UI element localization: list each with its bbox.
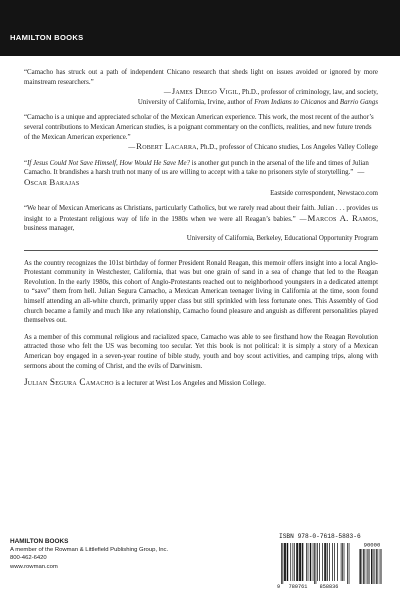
- barcode-bar: [313, 543, 314, 581]
- barcode-bar: [327, 543, 328, 581]
- barcode-bar: [325, 543, 326, 581]
- barcode-bar: [282, 543, 283, 584]
- barcode-digit: 9: [277, 584, 281, 589]
- barcode-bar: [329, 543, 330, 581]
- author-bio-text: is a lecturer at West Los Angeles and Mission College.: [113, 380, 266, 388]
- divider-rule: [24, 250, 378, 251]
- barcode-bar: [281, 543, 282, 584]
- barcode-bar: [332, 543, 333, 581]
- barcode-bar: [293, 543, 294, 581]
- header-band: [0, 0, 400, 56]
- publisher-block: [10, 538, 168, 571]
- barcode-bar: [300, 543, 301, 581]
- barcode-bar: [302, 543, 303, 581]
- endorser-affiliation: , Ph.D., professor of Chicano studies, Los Angeles Valley College: [196, 144, 378, 152]
- barcode-bar: [347, 543, 348, 584]
- endorser-role: , business manager,: [24, 215, 378, 233]
- barcode-bar: [341, 543, 342, 581]
- barcode-bar: [296, 543, 297, 581]
- description-paragraph: As a member of this communal religious and racialized space, Camacho was able to see firsthand how the Reagan Revolution attracted those who felt the US was becoming too secular. Yet this book is not political: it is simply a story of a Mexican American boy engaged in a seven-year routine of bible study, youth and boy scout activities, and camping trips, along with sermons about the coming of Christ, and the evils of Darwinism.: [24, 333, 378, 370]
- barcode-bar: [294, 543, 295, 581]
- barcode-bar: [324, 543, 325, 581]
- endorser-name: Marcos A. Ramos: [307, 212, 377, 223]
- publisher-name: HAMILTON BOOKS: [10, 538, 69, 545]
- barcode-bar: [290, 543, 291, 581]
- barcode-digits-right: 858836: [319, 584, 339, 589]
- quote-attribution: —James Diego Vigil, Ph.D., professor of criminology, law, and society,: [163, 86, 378, 97]
- publisher-phone: 800-462-6420: [10, 555, 47, 562]
- barcode-bar: [337, 543, 338, 581]
- barcode-bar: [299, 543, 300, 581]
- barcode-bar: [285, 543, 286, 581]
- barcode-bar: [287, 543, 288, 581]
- barcode-area: [276, 533, 386, 591]
- endorsement-quote: [24, 159, 378, 198]
- barcode-bar: [319, 543, 320, 581]
- barcode-bar: [303, 543, 304, 581]
- publisher-logo: HAMILTON BOOKS: [10, 33, 84, 42]
- barcode-bar: [349, 543, 350, 584]
- endorsement-quote: [24, 204, 378, 243]
- price-code-text: 90000: [363, 541, 381, 549]
- endorser-affiliation: , Ph.D., professor of criminology, law, and society,: [238, 89, 378, 97]
- barcode-bar: [297, 543, 298, 581]
- barcode-bar: [306, 543, 307, 581]
- barcode-bar: [308, 543, 309, 581]
- barcode-bar: [326, 543, 327, 581]
- barcode-digits-left: 780761: [288, 584, 308, 589]
- barcode-graphic: [276, 541, 384, 589]
- quote-text: “We hear of Mexican Americans as Christians, particularly Catholics, but we rarely read about their faith. Julian . . . provides us insight to a Protestant religious way of life in the 1980s when we were all Reagan’s babies.” —Marcos A. Ramos, business manager,: [24, 205, 378, 233]
- endorser-name: Oscar Barajas: [24, 176, 80, 187]
- author-bio: [24, 378, 378, 389]
- endorser-name: Robert Lacarra: [136, 141, 197, 152]
- quote-text: “Camacho has struck out a path of independent Chicano research that sheds light on issues avoided or ignored by more mainstream researchers.”: [24, 69, 378, 86]
- barcode-bar: [298, 543, 299, 581]
- quote-text: “If Jesus Could Not Save Himself, How Would He Save Me? is another gut punch in the arsenal of the life and times of Julian Camacho. It brandishes a harsh truth not many of us are willing to accept with a take no prisoners style of storytelling.” —Oscar Barajas: [24, 159, 369, 187]
- description-paragraph: As the country recognizes the 101st birthday of former President Ronald Reagan, this memoir offers insight into a local Anglo-Protestant community in Westchester, California, that was but one grain of sand in a sea of change that led to the Reagan Revolution. In the early 1980s, this cohort of Anglo-Protestants reached out to neighborhood youngsters in a dedicated attempt to “save” them from hell. Julian Segura Camacho, a Mexican American teenager living in California at the time, soon found himself attending an all-white church, primarily upper class but still sprinkled with less fortunate ones. This Assembly of God church became a family and much like any relationship, Camacho found pleasure and anguish as different personalities played themselves out.: [24, 259, 378, 325]
- barcode-bar: [342, 543, 343, 581]
- quote-attribution: University of California, Berkeley, Educational Opportunity Program: [186, 234, 378, 242]
- quote-attribution: —Robert Lacarra, Ph.D., professor of Chicano studies, Los Angeles Valley College: [128, 141, 378, 152]
- endorser-affiliation: University of California, Irvine, author of: [137, 98, 255, 106]
- barcode-bar: [284, 543, 285, 581]
- barcode-bar: [287, 543, 288, 581]
- barcode-bar: [322, 543, 323, 581]
- cover-text: [24, 68, 378, 389]
- book-title: If Jesus Could Not Save Himself, How Would He Save Me?: [27, 159, 191, 167]
- book-title: Barrio Gangs: [339, 98, 378, 106]
- endorsement-quote: [24, 113, 378, 152]
- quote-text: “Camacho is a unique and appreciated scholar of the Mexican American experience. This work, the most recent of the author’s several contributions to Mexican American studies, is a poignant commentary on the conflicts, realities, and new future trends of the Mexican American experience.”: [24, 114, 374, 141]
- endorsement-quote: [24, 68, 378, 107]
- publisher-url: www.rowman.com: [10, 563, 58, 570]
- publisher-group: A member of the Rowman & Littlefield Publishing Group, Inc.: [10, 547, 169, 554]
- barcode-bar: [311, 543, 312, 581]
- quote-attribution: Eastside correspondent, Newstaco.com: [270, 189, 378, 197]
- barcode-bar: [317, 543, 318, 581]
- author-name: Julian Segura Camacho: [24, 377, 114, 388]
- barcode-bar: [344, 543, 345, 581]
- ean-barcode: [281, 543, 349, 584]
- quote-attribution-line: University of California, Irvine, author of From Indians to Chicanos and Barrio Gangs: [137, 98, 378, 106]
- barcode-bar: [285, 543, 286, 581]
- barcode-bar: [314, 543, 315, 584]
- barcode-bar: [316, 543, 317, 584]
- isbn-label: ISBN 978-0-7618-5883-6: [279, 533, 361, 540]
- barcode-bar: [310, 543, 311, 581]
- endorser-name: James Diego Vigil: [171, 86, 239, 97]
- price-barcode: [359, 549, 382, 584]
- book-title: From Indians to Chicanos: [254, 98, 327, 106]
- barcode-bar: [334, 543, 335, 581]
- barcode-bar: [300, 543, 301, 581]
